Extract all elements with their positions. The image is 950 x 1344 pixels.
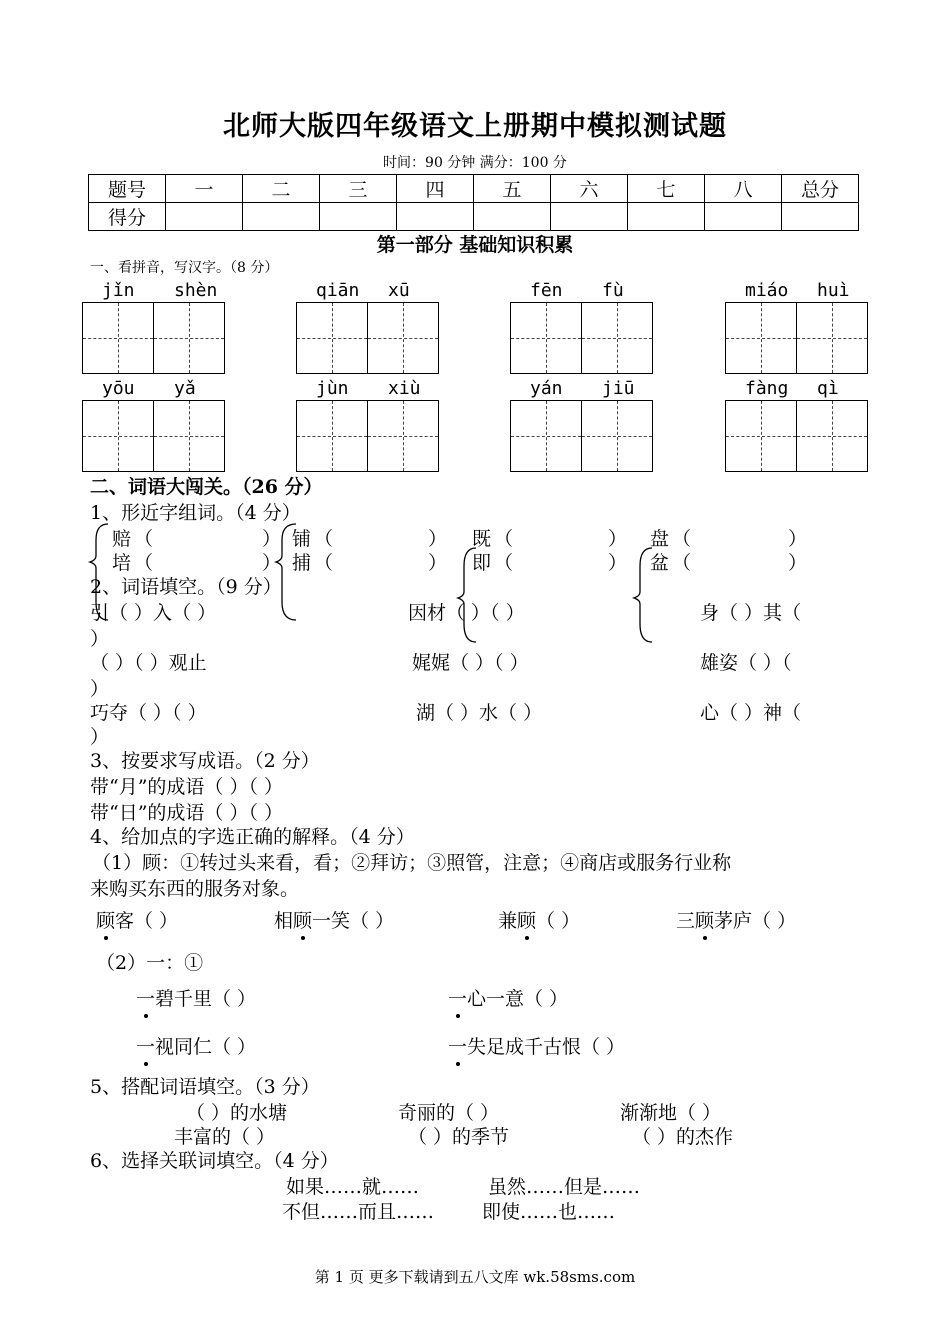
s6-item: 虽然……但是…… (488, 1176, 641, 1198)
q1-title: 一、看拼音，写汉字。（8 分） (90, 260, 279, 276)
pinyin-label: miáo (745, 280, 789, 301)
dotted-word (448, 984, 568, 1011)
s2-line1-c: 身（ ）其（ (700, 602, 802, 624)
pinyin-label: jùn (316, 378, 349, 399)
dotted-word (448, 1032, 625, 1059)
table-header-label: 题号 (89, 175, 166, 203)
pinyin-label: shèn (174, 280, 218, 301)
dotted-char: 顾 (293, 910, 313, 932)
table-cell: 一 (166, 175, 243, 203)
open-paren: （ (134, 552, 154, 574)
brace-4 (634, 548, 652, 642)
close-paren: ） (262, 528, 282, 550)
exam-info: 时间：90 分钟 满分：100 分 (383, 155, 567, 171)
dotted-word (96, 906, 178, 933)
q2-s3-title: 3、按要求写成语。（2 分） (90, 750, 320, 772)
word-suffix: 心一意（ ） (467, 988, 569, 1010)
close-paren: ） (608, 528, 628, 550)
similar-char: 捕 (292, 552, 312, 574)
s5-item: （ ）的杰作 (632, 1126, 734, 1148)
pinyin-label: yǎ (174, 378, 196, 399)
s2-line2-cont: ） (90, 678, 110, 700)
open-paren: （ (314, 552, 334, 574)
q2-s4-title: 4、给加点的字选正确的解释。（4 分） (90, 826, 415, 848)
s6-item: 不但……而且…… (282, 1201, 435, 1223)
open-paren: （ (494, 528, 514, 550)
dotted-char: 顾 (517, 910, 537, 932)
word-prefix: 相 (274, 910, 294, 932)
dotted-word (136, 984, 256, 1011)
s2-line1-a: 引（ ）入（ ） (90, 602, 217, 624)
dotted-word (498, 906, 580, 933)
s2-line3-b: 湖（ ）水（ ） (416, 702, 543, 724)
s4-def1: （1）顾：①转过头来看，看；②拜访；③照管，注意；④商店或服务行业称 (92, 852, 732, 874)
word-prefix: 三 (676, 910, 696, 932)
pinyin-label: jǐn (102, 280, 135, 301)
s2-line1-cont: ） (90, 628, 110, 650)
s3-line1: 带“月”的成语（ ）（ ） (90, 776, 284, 798)
close-paren: ） (788, 552, 808, 574)
s5-item: 渐渐地（ ） (620, 1102, 722, 1124)
open-paren: （ (672, 552, 692, 574)
s5-item: （ ）的水塘 (186, 1102, 288, 1124)
open-paren: （ (314, 528, 334, 550)
table-cell: 总分 (782, 175, 859, 203)
s5-item: （ ）的季节 (408, 1126, 510, 1148)
close-paren: ） (788, 528, 808, 550)
pinyin-label: huì (817, 280, 850, 301)
pinyin-label: yōu (102, 378, 135, 399)
q2-s5-title: 5、搭配词语填空。（3 分） (90, 1076, 320, 1098)
dotted-char: 顾 (695, 910, 715, 932)
s2-line3-c: 心（ ）神（ (700, 702, 802, 724)
pinyin-label: fù (602, 280, 624, 301)
brace-3 (458, 548, 476, 642)
s2-line2-c: 雄姿（ ）（ (700, 652, 792, 674)
s2-line2-b: 娓娓（ ）（ ） (412, 652, 529, 674)
pinyin-label: fàng (745, 378, 789, 399)
similar-char: 培 (112, 552, 132, 574)
close-paren: ） (428, 528, 448, 550)
part1-title: 第一部分 基础知识积累 (376, 234, 574, 256)
open-paren: （ (494, 552, 514, 574)
word-suffix: 失足成千古恨（ ） (467, 1036, 626, 1058)
q2-s2-title: 2、词语填空。（9 分） (90, 576, 282, 598)
word-prefix: 兼 (498, 910, 518, 932)
similar-char: 盘 (650, 528, 670, 550)
s5-item: 奇丽的（ ） (398, 1102, 500, 1124)
s5-item: 丰富的（ ） (174, 1126, 276, 1148)
table-cell: 四 (397, 175, 474, 203)
table-cell: 三 (320, 175, 397, 203)
q2-s6-title: 6、选择关联词填空。（4 分） (90, 1150, 339, 1172)
dotted-word (274, 906, 394, 933)
dotted-char: 一 (448, 988, 468, 1010)
similar-char: 即 (472, 552, 492, 574)
table-cell: 六 (551, 175, 628, 203)
dotted-word (136, 1032, 256, 1059)
close-paren: ） (262, 552, 282, 574)
word-suffix: 茅庐（ ） (714, 910, 797, 932)
dotted-char: 一 (136, 988, 156, 1010)
s4-sub2: （2）一：① (96, 952, 204, 974)
s2-line2-a: （ ）（ ）观止 (90, 652, 207, 674)
word-suffix: 碧千里（ ） (155, 988, 257, 1010)
word-suffix: 一笑（ ） (312, 910, 395, 932)
dotted-word (676, 906, 796, 933)
open-paren: （ (672, 528, 692, 550)
q2-title: 二、词语大闯关。（26 分） (90, 476, 323, 498)
s2-line1-b: 因材（ ）（ ） (408, 602, 525, 624)
pinyin-label: xiù (388, 378, 421, 399)
s6-item: 即使……也…… (482, 1201, 616, 1223)
table-row-label: 得分 (89, 203, 166, 231)
close-paren: ） (428, 552, 448, 574)
pinyin-label: yán (530, 378, 563, 399)
similar-char: 铺 (292, 528, 312, 550)
page-title: 北师大版四年级语文上册期中模拟测试题 (223, 111, 727, 142)
pinyin-label: qì (817, 378, 839, 399)
word-suffix: （ ） (536, 910, 581, 932)
table-cell: 五 (474, 175, 551, 203)
table-cell: 八 (705, 175, 782, 203)
open-paren: （ (134, 528, 154, 550)
similar-char: 盆 (650, 552, 670, 574)
s4-def2: 来购买东西的服务对象。 (90, 878, 300, 900)
close-paren: ） (608, 552, 628, 574)
similar-char: 赔 (112, 528, 132, 550)
pinyin-label: xū (388, 280, 410, 301)
dotted-char: 一 (448, 1036, 468, 1058)
table-cell: 七 (628, 175, 705, 203)
q2-s1-title: 1、形近字组词。（4 分） (90, 502, 301, 524)
s2-line3-cont: ） (90, 726, 110, 748)
pinyin-label: fēn (530, 280, 563, 301)
word-suffix: 客（ ） (115, 910, 179, 932)
pinyin-label: jiū (602, 378, 635, 399)
dotted-char: 一 (136, 1036, 156, 1058)
table-cell: 二 (243, 175, 320, 203)
s2-line3-a: 巧夺（ ）（ ） (90, 702, 207, 724)
page-footer: 第 1 页 更多下载请到五八文库 wk.58sms.com (314, 1268, 636, 1286)
pinyin-label: qiān (316, 280, 360, 301)
word-suffix: 视同仁（ ） (155, 1036, 257, 1058)
s3-line2: 带“日”的成语（ ）（ ） (90, 802, 284, 824)
similar-char: 既 (472, 528, 492, 550)
dotted-char: 顾 (96, 910, 116, 932)
s6-item: 如果……就…… (286, 1176, 420, 1198)
